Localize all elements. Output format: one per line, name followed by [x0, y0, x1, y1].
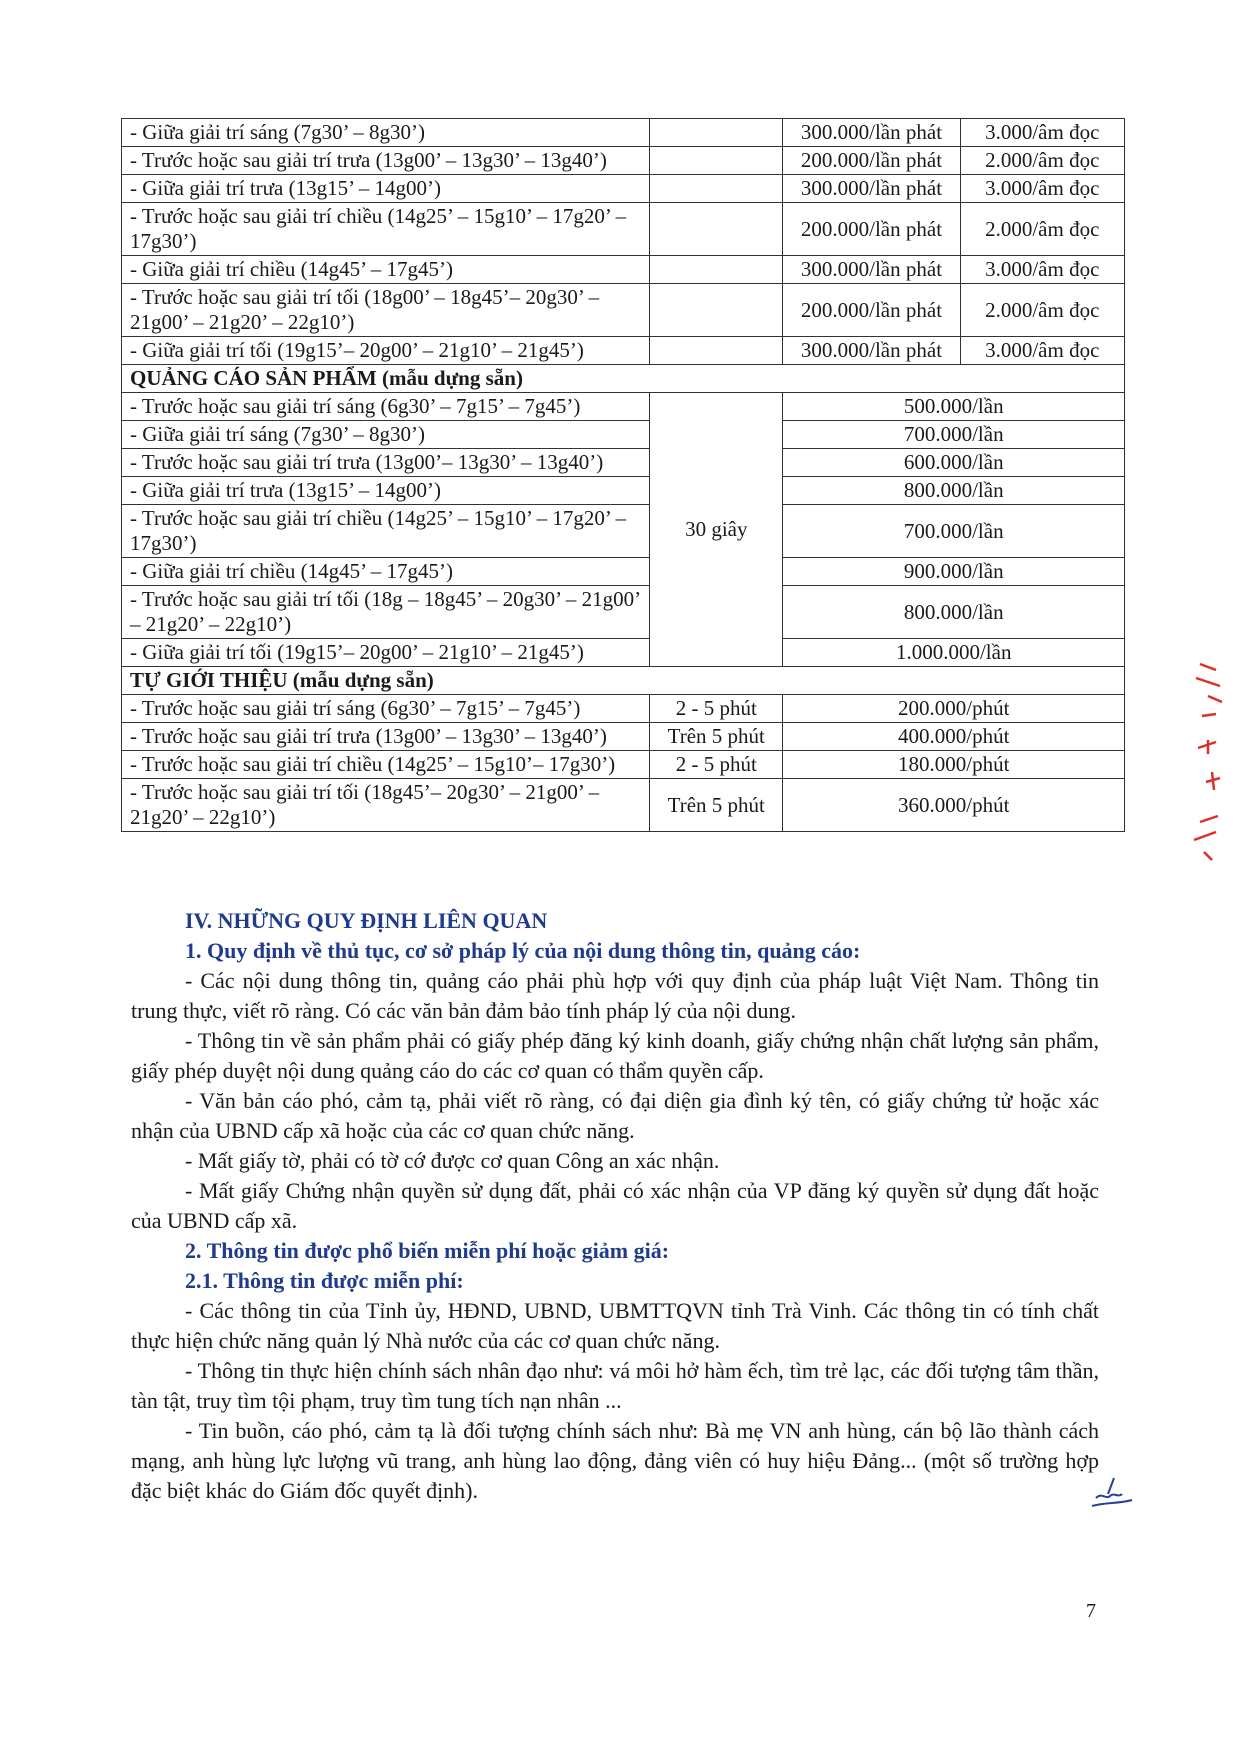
table-row	[122, 779, 1125, 832]
table-row	[122, 256, 1125, 284]
slot-label: - Trước hoặc sau giải trí chiều (14g25’ – 15g10’– 17g30’)	[122, 751, 650, 779]
price-cell: 200.000/phút	[783, 695, 1125, 723]
duration-cell	[650, 284, 783, 337]
price-cell: 200.000/lần phát	[783, 147, 960, 175]
read-price-cell: 2.000/âm đọc	[960, 284, 1124, 337]
price-cell: 900.000/lần	[783, 558, 1125, 586]
price-cell: 600.000/lần	[783, 449, 1125, 477]
read-price-cell: 2.000/âm đọc	[960, 203, 1124, 256]
page-number: 7	[1086, 1600, 1096, 1622]
read-price-cell: 3.000/âm đọc	[960, 175, 1124, 203]
slot-label: - Giữa giải trí trưa (13g15’ – 14g00’)	[122, 175, 650, 203]
price-cell: 700.000/lần	[783, 505, 1125, 558]
duration-cell: Trên 5 phút	[650, 723, 783, 751]
slot-label: - Trước hoặc sau giải trí tối (18g00’ – 18g45’– 20g30’ – 21g00’ – 21g20’ – 22g10’)	[122, 284, 650, 337]
price-cell: 300.000/lần phát	[783, 119, 960, 147]
table-row	[122, 284, 1125, 337]
read-price-cell: 3.000/âm đọc	[960, 256, 1124, 284]
slot-label: - Trước hoặc sau giải trí trưa (13g00’ – 13g30’ – 13g40’)	[122, 723, 650, 751]
slot-label: - Trước hoặc sau giải trí tối (18g45’– 20g30’ – 21g00’ – 21g20’ – 22g10’)	[122, 779, 650, 832]
read-price-cell: 3.000/âm đọc	[960, 337, 1124, 365]
slot-label: - Giữa giải trí trưa (13g15’ – 14g00’)	[122, 477, 650, 505]
subsection-2-title: 2. Thông tin được phổ biến miễn phí hoặc giảm giá:	[185, 1238, 670, 1263]
paragraph: - Văn bản cáo phó, cảm tạ, phải viết rõ ràng, có đại diện gia đình ký tên, có giấy chứng tử hoặc xác nhận của UBND cấp xã hoặc của các cơ quan chức năng.	[131, 1088, 1099, 1143]
table-row	[122, 751, 1125, 779]
paragraph: - Thông tin thực hiện chính sách nhân đạo như: vá môi hở hàm ếch, tìm trẻ lạc, các đối tượng tâm thần, tàn tật, truy tìm tội phạm, truy tìm tung tích nạn nhân ...	[131, 1358, 1099, 1413]
table-row	[122, 639, 1125, 667]
table-row	[122, 723, 1125, 751]
table-row	[122, 337, 1125, 365]
price-cell: 300.000/lần phát	[783, 256, 960, 284]
table-row	[122, 421, 1125, 449]
table-row	[122, 477, 1125, 505]
duration-cell: 2 - 5 phút	[650, 751, 783, 779]
duration-cell	[650, 147, 783, 175]
table-row	[122, 449, 1125, 477]
price-cell: 800.000/lần	[783, 477, 1125, 505]
table-row	[122, 667, 1125, 695]
duration-cell: 30 giây	[650, 393, 783, 667]
rate-table	[121, 118, 1125, 832]
slot-label: - Trước hoặc sau giải trí sáng (6g30’ – 7g15’ – 7g45’)	[122, 393, 650, 421]
slot-label: - Giữa giải trí chiều (14g45’ – 17g45’)	[122, 558, 650, 586]
table-row	[122, 586, 1125, 639]
slot-label: - Giữa giải trí sáng (7g30’ – 8g30’)	[122, 421, 650, 449]
table-row	[122, 505, 1125, 558]
duration-cell	[650, 175, 783, 203]
section-header-intro: TỰ GIỚI THIỆU (mẫu dựng sẵn)	[122, 667, 1125, 695]
duration-cell	[650, 337, 783, 365]
read-price-cell: 3.000/âm đọc	[960, 119, 1124, 147]
duration-cell	[650, 119, 783, 147]
table-row	[122, 119, 1125, 147]
subsection-2-1-title: 2.1. Thông tin được miễn phí:	[185, 1268, 464, 1293]
table-row	[122, 365, 1125, 393]
slot-label: - Trước hoặc sau giải trí chiều (14g25’ – 15g10’ – 17g20’ – 17g30’)	[122, 203, 650, 256]
price-cell: 180.000/phút	[783, 751, 1125, 779]
price-cell: 800.000/lần	[783, 586, 1125, 639]
price-cell: 1.000.000/lần	[783, 639, 1125, 667]
table-row	[122, 695, 1125, 723]
duration-cell: 2 - 5 phút	[650, 695, 783, 723]
slot-label: - Trước hoặc sau giải trí trưa (13g00’ – 13g30’ – 13g40’)	[122, 147, 650, 175]
table-row	[122, 393, 1125, 421]
slot-label: - Trước hoặc sau giải trí trưa (13g00’– 13g30’ – 13g40’)	[122, 449, 650, 477]
price-cell: 500.000/lần	[783, 393, 1125, 421]
slot-label: - Trước hoặc sau giải trí sáng (6g30’ – 7g15’ – 7g45’)	[122, 695, 650, 723]
price-cell: 200.000/lần phát	[783, 203, 960, 256]
table-row	[122, 558, 1125, 586]
paragraph: - Các thông tin của Tỉnh ủy, HĐND, UBND, UBMTTQVN tỉnh Trà Vinh. Các thông tin có tính chất thực hiện chức năng quản lý Nhà nước của các cơ quan chức năng.	[131, 1298, 1099, 1353]
section-header-ads: QUẢNG CÁO SẢN PHẨM (mẫu dựng sẵn)	[122, 365, 1125, 393]
slot-label: - Giữa giải trí sáng (7g30’ – 8g30’)	[122, 119, 650, 147]
price-cell: 700.000/lần	[783, 421, 1125, 449]
paragraph: - Mất giấy tờ, phải có tờ cớ được cơ quan Công an xác nhận.	[185, 1148, 720, 1173]
slot-label: - Trước hoặc sau giải trí tối (18g – 18g45’ – 20g30’ – 21g00’ – 21g20’ – 22g10’)	[122, 586, 650, 639]
subsection-1-title: 1. Quy định về thủ tục, cơ sở pháp lý của nội dung thông tin, quảng cáo:	[185, 938, 861, 963]
slot-label: - Trước hoặc sau giải trí chiều (14g25’ – 15g10’ – 17g20’ – 17g30’)	[122, 505, 650, 558]
slot-label: - Giữa giải trí tối (19g15’– 20g00’ – 21g10’ – 21g45’)	[122, 337, 650, 365]
table-row	[122, 147, 1125, 175]
paragraph: - Mất giấy Chứng nhận quyền sử dụng đất, phải có xác nhận của VP đăng ký quyền sử dụng đất hoặc của UBND cấp xã.	[131, 1178, 1099, 1233]
section-iv-title: IV. NHỮNG QUY ĐỊNH LIÊN QUAN	[185, 908, 548, 933]
paragraph: - Tin buồn, cáo phó, cảm tạ là đối tượng chính sách như: Bà mẹ VN anh hùng, cán bộ lão thành cách mạng, anh hùng lực lượng vũ trang, anh hùng lao động, đảng viên có huy hiệu Đảng... (một số trường hợp đặc biệt khác do Giám đốc quyết định).	[131, 1418, 1099, 1503]
slot-label: - Giữa giải trí chiều (14g45’ – 17g45’)	[122, 256, 650, 284]
price-cell: 300.000/lần phát	[783, 337, 960, 365]
price-cell: 360.000/phút	[783, 779, 1125, 832]
price-cell: 200.000/lần phát	[783, 284, 960, 337]
stamp-edge-icon	[1186, 656, 1236, 866]
table-row	[122, 203, 1125, 256]
duration-cell	[650, 256, 783, 284]
paragraph: - Các nội dung thông tin, quảng cáo phải phù hợp với quy định của pháp luật Việt Nam. Thông tin trung thực, viết rõ ràng. Có các văn bản đảm bảo tính pháp lý của nội dung.	[131, 968, 1099, 1023]
price-cell: 300.000/lần phát	[783, 175, 960, 203]
table-row	[122, 175, 1125, 203]
read-price-cell: 2.000/âm đọc	[960, 147, 1124, 175]
slot-label: - Giữa giải trí tối (19g15’– 20g00’ – 21g10’ – 21g45’)	[122, 639, 650, 667]
initial-signature-icon	[1088, 1476, 1134, 1512]
paragraph: - Thông tin về sản phẩm phải có giấy phép đăng ký kinh doanh, giấy chứng nhận chất lượng sản phẩm, giấy phép duyệt nội dung quảng cáo do các cơ quan có thẩm quyền cấp.	[131, 1028, 1099, 1083]
regulations-section	[131, 906, 1099, 1506]
duration-cell	[650, 203, 783, 256]
price-cell: 400.000/phút	[783, 723, 1125, 751]
duration-cell: Trên 5 phút	[650, 779, 783, 832]
